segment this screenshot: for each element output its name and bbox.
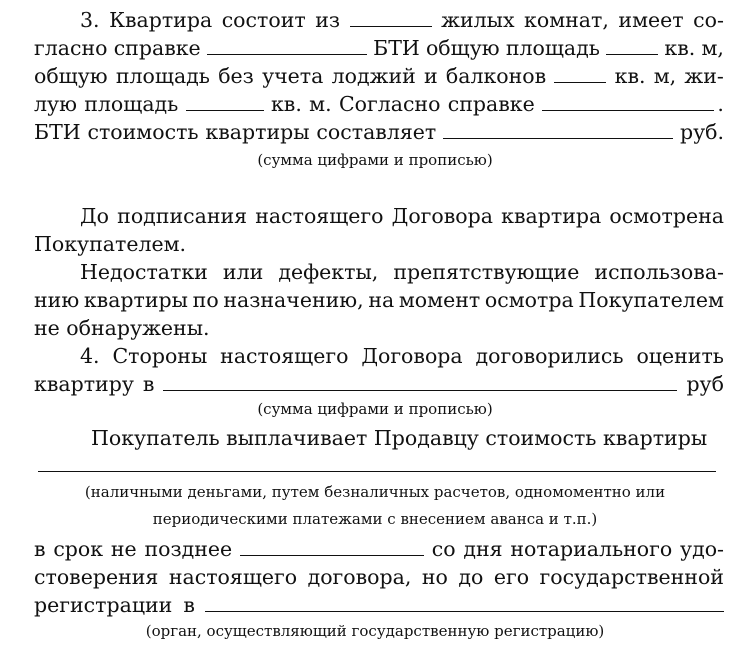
word: Квартира [109,8,213,32]
word: стоимость [87,120,199,144]
section3-line-5 [34,118,724,146]
section-number: 4. [80,344,100,368]
word: До [80,204,110,228]
living-area-blank[interactable] [186,93,264,111]
word: из [315,8,341,32]
payment-method-hint-2: периодическими платежами с внесением аванса и т.п.) [152,510,598,528]
word: гласно [34,36,108,60]
word: жилых [441,8,515,32]
amount-hint: (сумма цифрами и прописью) [257,151,493,169]
word: со- [693,8,724,32]
word: Договора [361,344,463,368]
word: и [424,64,438,88]
total-area-blank[interactable] [606,37,658,55]
word: договорились [475,344,624,368]
defects-line-3: не обнаружены. [34,316,210,340]
word: БТИ [34,120,81,144]
word: настоящего [220,344,349,368]
word: со [431,537,456,561]
word: лоджий [331,64,416,88]
inspection-line-1 [80,202,724,230]
word: но [421,565,448,589]
word: жи- [684,64,724,88]
word: Недостатки [80,260,208,284]
word: БТИ [373,36,420,60]
defects-line-1 [80,258,724,286]
word: учета [262,64,324,88]
word: имеет [618,8,684,32]
section3-line-3 [34,62,724,90]
cost-certificate-blank[interactable] [542,93,714,111]
inspection-line-2: Покупателем. [34,232,187,256]
word: его [493,565,530,589]
word: срок [53,537,104,561]
word: государственной [539,565,724,589]
word: нию [34,288,80,312]
word: площадь [505,36,600,60]
word: Стороны [112,344,208,368]
word: квартиры [83,288,188,312]
word: общую [34,64,108,88]
word: квартира [501,204,602,228]
word: настоящего [168,565,298,589]
deadline-line-2 [34,563,724,591]
word: позднее [144,537,233,561]
word: кв. [664,36,696,60]
section4-line-1 [80,342,724,370]
word: назначению, [223,288,364,312]
payment-method-hint-1: (наличными деньгами, путем безналичных расчетов, одномоментно или [84,483,666,501]
word: использова- [594,260,724,284]
word: не [110,537,137,561]
word: в [183,593,195,617]
word: оценить [636,344,724,368]
word: балконов [445,64,547,88]
word: квартиру [34,372,134,396]
word: комнат, [524,8,609,32]
payment-line: Покупатель выплачивает Продавцу стоимость квартиры [91,426,708,450]
word: справке [113,36,201,60]
word: момент [398,288,481,312]
word: площадь [84,92,179,116]
registration-authority-blank[interactable] [205,594,724,612]
word: нотариального [510,537,673,561]
word: стоверения [34,565,159,589]
word: в [34,537,46,561]
deadline-line-3 [34,591,724,619]
section4-line-2 [34,370,724,398]
word: дефекты, [278,260,379,284]
word: лую [34,92,77,116]
word: по [192,288,219,312]
word: кв. [270,92,302,116]
amount-hint: (сумма цифрами и прописью) [257,400,493,418]
deadline-blank[interactable] [240,538,424,556]
word: составляет [316,120,437,144]
word: дня [463,537,503,561]
section3-line-4 [34,90,724,118]
word: кв. [614,64,646,88]
word: м, [653,64,677,88]
defects-line-2 [34,286,724,314]
area-without-loggias-blank[interactable] [554,65,606,83]
bti-value-blank[interactable] [443,121,673,139]
word: общую [425,36,500,60]
section3-line-1 [80,6,724,34]
bti-certificate-blank[interactable] [207,37,367,55]
word: осмотрена [609,204,724,228]
word: осмотра [484,288,574,312]
word: регистрации [34,593,173,617]
word: до [458,565,484,589]
section3-line-2 [34,34,724,62]
word: площадь [115,64,210,88]
word: м, [701,36,724,60]
word: в [142,372,155,396]
word: на [368,288,395,312]
word: руб [686,372,724,396]
word: препятствующие [393,260,580,284]
word: удо- [680,537,724,561]
word: настоящего [255,204,384,228]
section-number: 3. [80,8,100,32]
word: Согласно [338,92,441,116]
word: . [717,92,724,116]
word: подписания [117,204,248,228]
word: м. [309,92,332,116]
word: состоит [221,8,306,32]
word: договора, [307,565,412,589]
payment-method-blank[interactable] [38,471,716,472]
word: Покупателем [578,288,724,312]
registration-authority-hint: (орган, осуществляющий государственную регистрацию) [145,622,605,640]
word: без [218,64,254,88]
word: справке [447,92,535,116]
word: Договора [391,204,493,228]
price-blank[interactable] [163,373,677,391]
word: руб. [679,120,724,144]
rooms-count-blank[interactable] [350,9,432,27]
deadline-line-1 [34,535,724,563]
word: квартиры [205,120,310,144]
word: или [222,260,264,284]
